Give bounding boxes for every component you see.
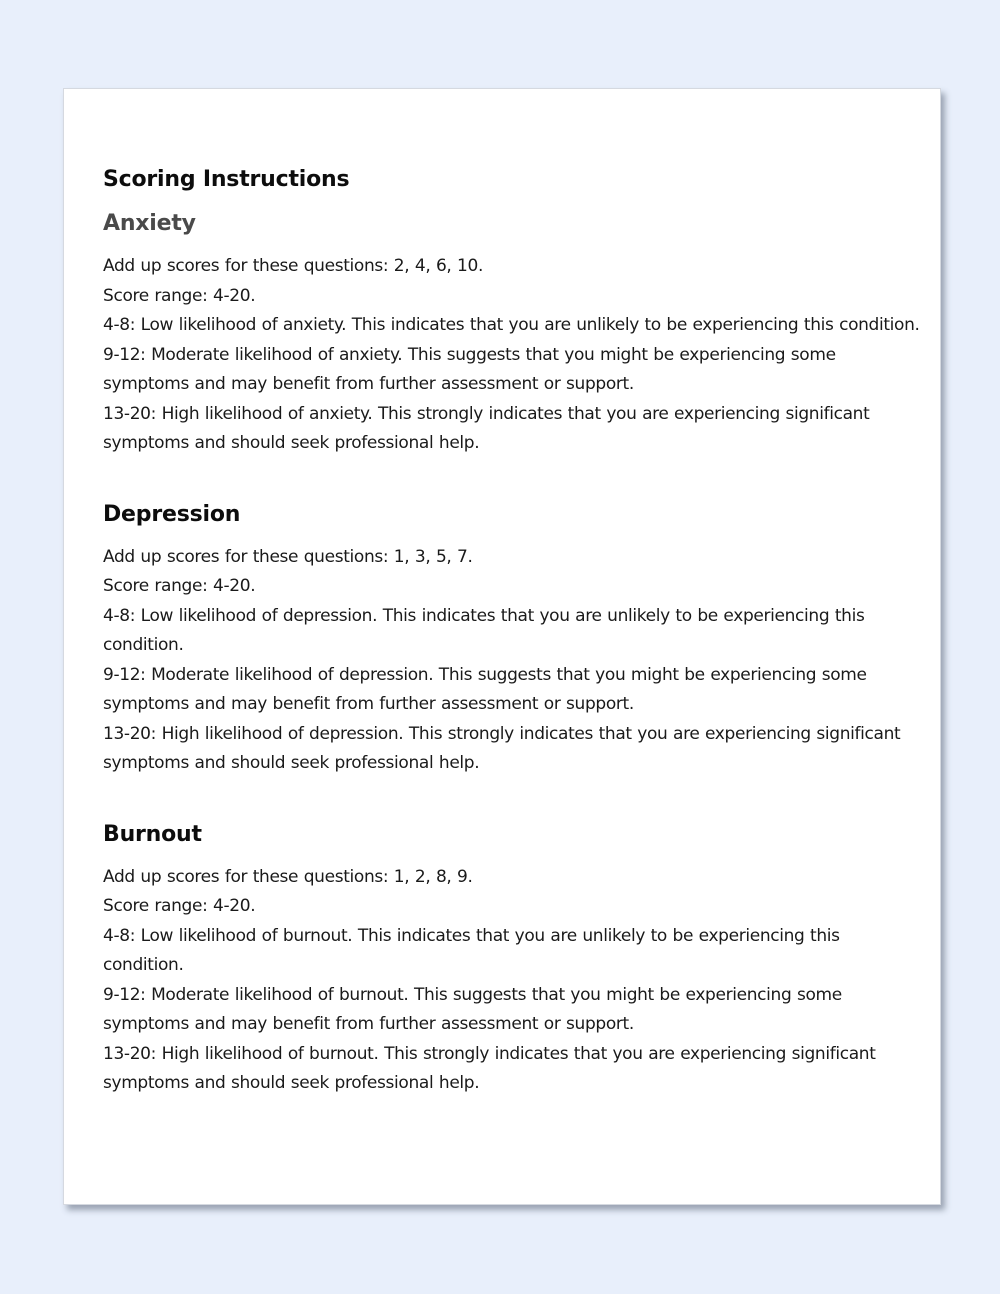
depression-questions-line: Add up scores for these questions: 1, 3, 5, 7. — [103, 546, 473, 567]
document-content — [103, 164, 923, 1139]
document-page — [63, 88, 941, 1205]
document-title: Scoring Instructions — [103, 167, 350, 192]
section-heading-anxiety: Anxiety — [103, 211, 196, 236]
burnout-low-line: 4-8: Low likelihood of burnout. This indicates that you are unlikely to be experiencing this condition. — [103, 925, 840, 975]
burnout-range-line: Score range: 4-20. — [103, 896, 256, 916]
burnout-questions-line: Add up scores for these questions: 1, 2, 8, 9. — [103, 866, 473, 887]
section-heading-depression: Depression — [103, 501, 241, 527]
section-heading-burnout: Burnout — [103, 821, 202, 847]
section-burnout — [103, 819, 923, 1099]
depression-moderate-line: 9-12: Moderate likelihood of depression. This suggests that you might be experiencing some symptoms and may benefit from further assessment or support. — [103, 664, 867, 714]
anxiety-low-line: 4-8: Low likelihood of anxiety. This indicates that you are unlikely to be experiencing this condition. — [103, 315, 920, 335]
section-depression — [103, 499, 923, 779]
depression-high-line: 13-20: High likelihood of depression. This strongly indicates that you are experiencing significant symptoms and should seek professional help. — [103, 723, 901, 773]
anxiety-high-line: 13-20: High likelihood of anxiety. This strongly indicates that you are experiencing significant symptoms and should seek professional help. — [103, 403, 870, 453]
section-anxiety — [103, 208, 923, 459]
anxiety-moderate-line: 9-12: Moderate likelihood of anxiety. This suggests that you might be experiencing some symptoms and may benefit from further assessment or support. — [103, 344, 836, 394]
depression-range-line: Score range: 4-20. — [103, 576, 256, 596]
depression-low-line: 4-8: Low likelihood of depression. This indicates that you are unlikely to be experiencing this condition. — [103, 605, 865, 655]
anxiety-range-line: Score range: 4-20. — [103, 285, 256, 306]
burnout-moderate-line: 9-12: Moderate likelihood of burnout. This suggests that you might be experiencing some symptoms and may benefit from further assessment or support. — [103, 984, 842, 1034]
burnout-high-line: 13-20: High likelihood of burnout. This strongly indicates that you are experiencing significant symptoms and should seek professional help. — [103, 1043, 876, 1093]
anxiety-questions-line: Add up scores for these questions: 2, 4, 6, 10. — [103, 256, 484, 276]
